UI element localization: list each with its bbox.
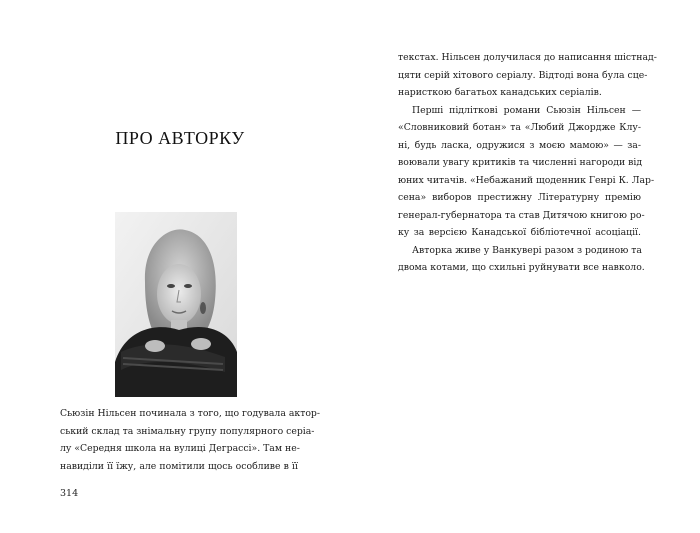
text-line: Авторка живе у Ванкувері разом з родиною та (412, 244, 642, 256)
text-line: лу «Середня школа на вулиці Деграссі». Там не- (60, 443, 300, 454)
text-line: генерал-губернатора та став Дитячою книгою ро- (398, 209, 645, 221)
text-line: ку за версією Канадської бібліотечної асоціації. (398, 227, 641, 238)
text-line: юних читачів. «Небажаний щоденник Генрі К. Лар- (398, 174, 655, 186)
section-heading: ПРО АВТОРКУ (115, 128, 245, 148)
text-line: ський склад та знімальну групу популярного серіа- (60, 425, 315, 437)
page-number: 314 (60, 488, 79, 499)
text-line: текстах. Нільсен долучилася до написання шістнад- (398, 52, 657, 63)
text-line: сена» виборов престижну Літературну премію (398, 192, 641, 203)
text-line: Перші підліткові романи Сьюзін Нільсен — (412, 104, 641, 116)
right-page (350, 0, 700, 533)
text-line: «Словниковий ботан» та «Любий Джордже Клу- (398, 122, 641, 133)
paragraph-3 (398, 242, 645, 277)
text-line: цяти серій хітового серіалу. Відтоді вона була сце- (398, 69, 648, 81)
text-line: воювали увагу критиків та численні нагороди від (398, 157, 643, 168)
text-line: двома котами, що схильні руйнувати все навколо. (398, 262, 645, 273)
text-line: Сьюзін Нільсен починала з того, що годувала актор- (60, 408, 321, 419)
bio-text-right (398, 49, 657, 277)
text-line: наристкою багатьох канадських серіалів. (398, 87, 602, 98)
author-portrait-image (115, 212, 237, 397)
author-photo (115, 212, 237, 397)
paragraph-1 (398, 49, 657, 102)
text-line: навиділи її їжу, але помітили щось особливе в її (60, 460, 298, 472)
text-line: ні, будь ласка, одружися з моєю мамою» — за- (398, 139, 641, 151)
bio-paragraph-left (60, 405, 321, 475)
paragraph-2 (398, 102, 655, 242)
